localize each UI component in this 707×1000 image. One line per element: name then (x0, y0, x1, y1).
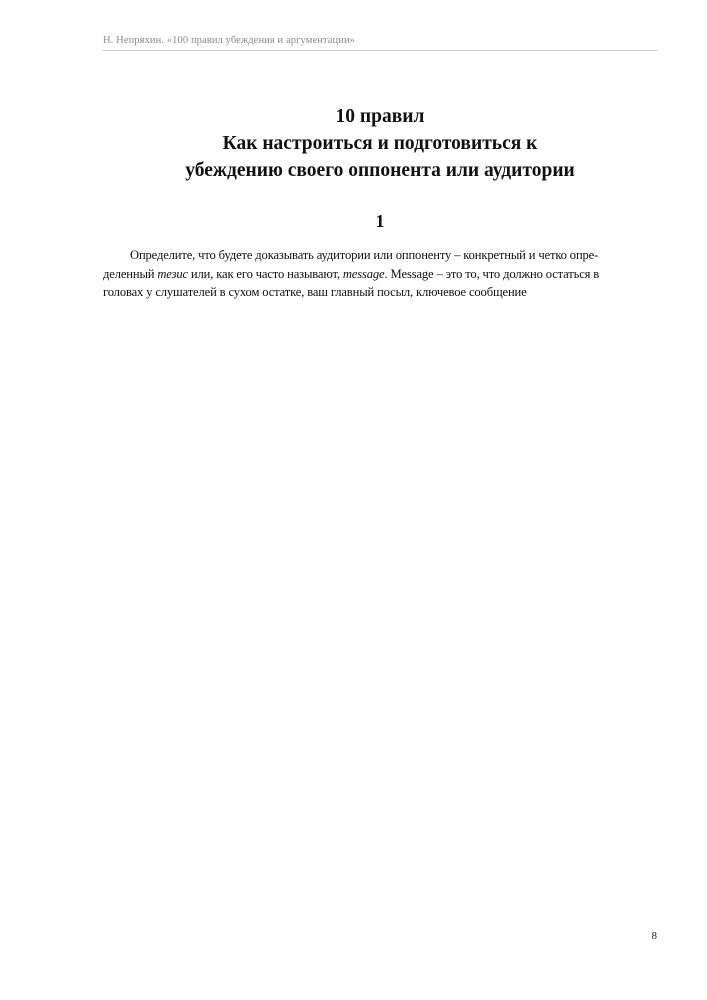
paragraph-text: . Message – это то, что должно остаться в (384, 266, 600, 281)
chapter-title-line-3: убеждению своего оппонента или аудитории (185, 160, 575, 181)
chapter-title-line-1: 10 правил (335, 106, 425, 127)
running-head: Н. Непряхин. «100 правил убеждения и аргументации» (103, 35, 356, 46)
paragraph-text: или, как его часто называют, (187, 266, 343, 281)
header-divider (103, 50, 657, 51)
paragraph-line-1: Определите, что будете доказывать аудитории или оппоненту – конкретный и четко опре- (130, 248, 599, 262)
term-thesis: тезис (157, 266, 188, 281)
chapter-title-line-2: Как настроиться и подготовиться к (222, 133, 538, 154)
term-message: message (342, 266, 385, 281)
paragraph-line-3: головах у слушателей в сухом остатке, ваш главный посыл, ключевое сообщение (103, 285, 527, 299)
page-number: 8 (651, 930, 657, 942)
chapter-title (103, 103, 657, 184)
body-paragraph (103, 246, 659, 302)
rule-number: 1 (375, 211, 385, 231)
paragraph-line-2 (103, 265, 659, 284)
paragraph-text: деленный (103, 266, 158, 281)
